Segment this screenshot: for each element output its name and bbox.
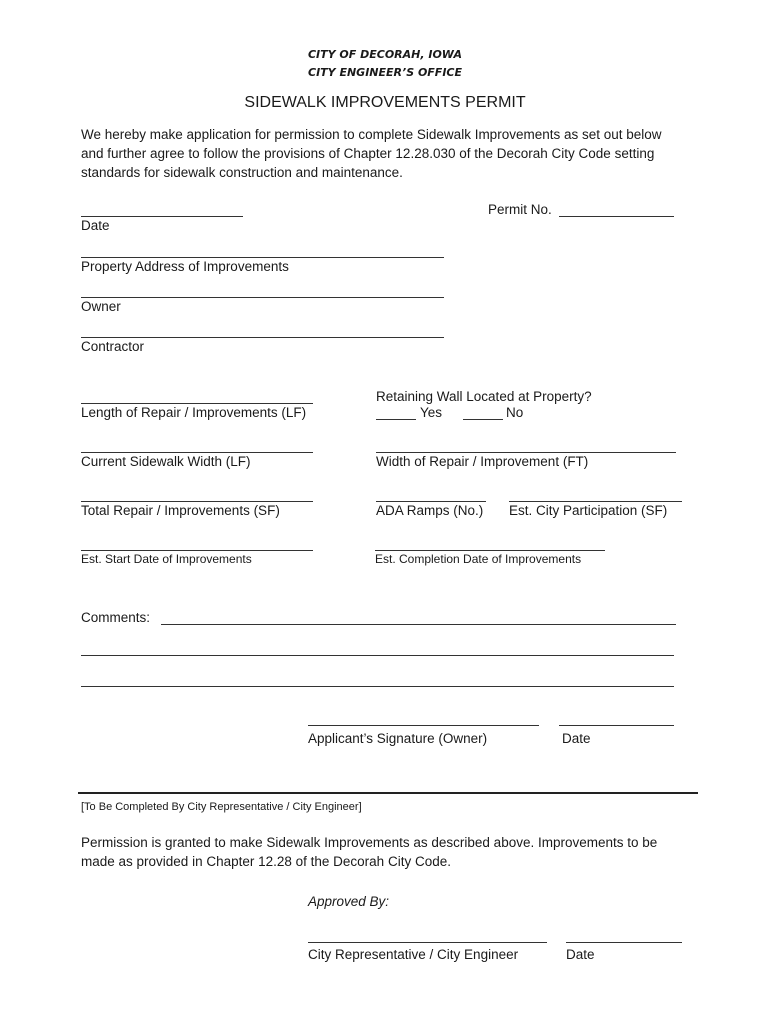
total-repair-label: Total Repair / Improvements (SF) (81, 503, 280, 518)
completion-date-field[interactable] (375, 550, 605, 551)
city-name: CITY OF DECORAH, IOWA (307, 48, 463, 61)
permit-no-field[interactable] (559, 216, 674, 217)
total-repair-field[interactable] (81, 501, 313, 502)
ada-ramps-field[interactable] (376, 501, 486, 502)
applicant-date-label: Date (562, 731, 591, 746)
intro-line-1: We hereby make application for permission to complete Sidewalk Improvements as set out below (81, 127, 662, 142)
city-participation-label: Est. City Participation (SF) (509, 503, 668, 518)
approved-by-label: Approved By: (308, 894, 390, 909)
comments-line-1[interactable] (161, 624, 676, 625)
property-address-label: Property Address of Improvements (81, 259, 289, 274)
city-rep-date-field[interactable] (566, 942, 682, 943)
length-label: Length of Repair / Improvements (LF) (81, 405, 307, 420)
applicant-signature-field[interactable] (308, 725, 539, 726)
property-address-field[interactable] (81, 257, 444, 258)
form-title: SIDEWALK IMPROVEMENTS PERMIT (244, 94, 526, 111)
retaining-wall-question: Retaining Wall Located at Property? (376, 389, 592, 404)
owner-field[interactable] (81, 297, 444, 298)
comments-line-2[interactable] (81, 655, 674, 656)
length-field[interactable] (81, 403, 313, 404)
owner-label: Owner (81, 299, 121, 314)
section-divider (78, 792, 698, 794)
city-rep-date-label: Date (566, 947, 595, 962)
applicant-signature-label: Applicant’s Signature (Owner) (308, 731, 488, 746)
permission-line-2: made as provided in Chapter 12.28 of the Decorah City Code. (81, 854, 451, 869)
contractor-label: Contractor (81, 339, 145, 354)
contractor-field[interactable] (81, 337, 444, 338)
current-width-field[interactable] (81, 452, 313, 453)
retaining-yes-field[interactable] (376, 419, 416, 420)
date-label: Date (81, 218, 110, 233)
retaining-yes-label: Yes (420, 405, 443, 420)
comments-line-3[interactable] (81, 686, 674, 687)
current-width-label: Current Sidewalk Width (LF) (81, 454, 251, 469)
start-date-field[interactable] (81, 550, 313, 551)
permit-no-label: Permit No. (488, 202, 552, 217)
applicant-date-field[interactable] (559, 725, 674, 726)
comments-label: Comments: (81, 610, 151, 625)
start-date-label: Est. Start Date of Improvements (81, 552, 252, 566)
city-rep-label: City Representative / City Engineer (308, 947, 519, 962)
intro-line-3: standards for sidewalk construction and maintenance. (81, 165, 403, 180)
retaining-no-field[interactable] (463, 419, 503, 420)
intro-line-2: and further agree to follow the provisions of Chapter 12.28.030 of the Decorah City Code setting (81, 146, 655, 161)
retaining-no-label: No (506, 405, 524, 420)
completion-date-label: Est. Completion Date of Improvements (375, 552, 582, 566)
city-section-note: [To Be Completed By City Representative / City Engineer] (81, 801, 362, 813)
city-rep-signature-field[interactable] (308, 942, 547, 943)
repair-width-field[interactable] (376, 452, 676, 453)
permission-line-1: Permission is granted to make Sidewalk Improvements as described above. Improvements to be (81, 835, 658, 850)
date-field[interactable] (81, 216, 243, 217)
city-participation-field[interactable] (509, 501, 682, 502)
ada-ramps-label: ADA Ramps (No.) (376, 503, 484, 518)
office-name: CITY ENGINEER’S OFFICE (308, 66, 462, 79)
repair-width-label: Width of Repair / Improvement (FT) (376, 454, 589, 469)
